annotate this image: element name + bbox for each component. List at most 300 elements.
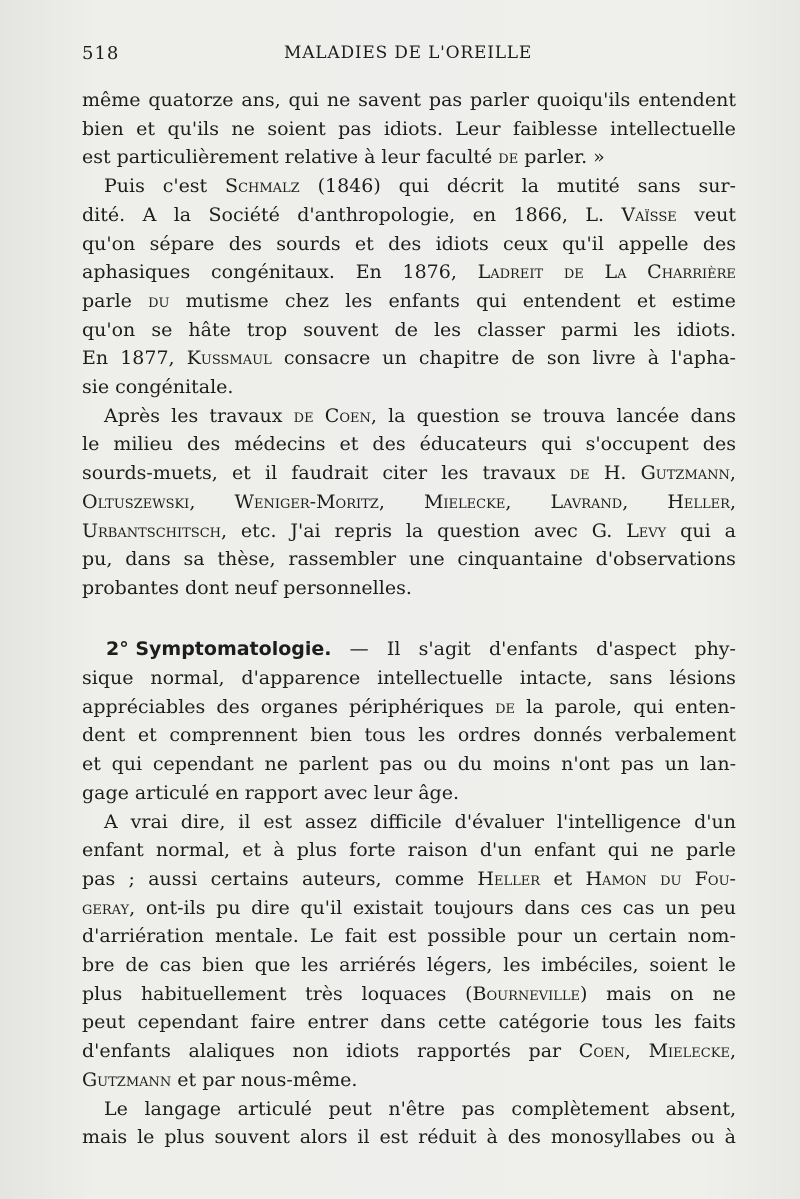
text-word: dire, <box>180 810 226 833</box>
text-word: certain <box>608 925 677 948</box>
text-word: mais <box>606 982 652 1005</box>
text-word: L. <box>585 203 604 226</box>
text-word: loquaces <box>361 982 447 1005</box>
text-word: question <box>437 519 520 542</box>
text-word: trop <box>246 318 288 341</box>
text-word: se <box>151 318 173 341</box>
text-word: pas <box>620 753 654 776</box>
text-word: d'observations <box>595 548 736 571</box>
text-word: pas <box>82 867 116 890</box>
text-word: on <box>670 982 694 1005</box>
text-word: plus <box>296 839 338 862</box>
text-word: quatorze <box>148 89 234 111</box>
text-word: de <box>125 954 149 977</box>
text-word: cas <box>159 954 192 977</box>
text-word: même <box>82 89 141 111</box>
text-word: d'un <box>694 810 736 833</box>
text-word: sur- <box>698 175 736 198</box>
body-text <box>82 86 736 1152</box>
running-head <box>82 40 734 70</box>
text-line <box>82 316 736 345</box>
text-word: est <box>379 1126 409 1149</box>
text-word: sourds <box>276 232 341 255</box>
text-word: éducateurs <box>419 433 528 456</box>
text-line <box>82 201 736 230</box>
text-word: et <box>177 1068 197 1091</box>
text-word: ans, <box>241 89 281 111</box>
text-word: du <box>660 867 682 890</box>
text-word: aussi <box>148 867 198 890</box>
text-word: à <box>364 146 376 169</box>
text-word: quoiqu'ils <box>536 89 631 111</box>
text-word: appelle <box>618 232 689 255</box>
text-line <box>82 373 736 402</box>
text-word: Après <box>104 404 160 427</box>
text-line <box>82 836 736 865</box>
text-word: donnés <box>533 724 603 747</box>
text-word: Mielecke, <box>648 1040 736 1063</box>
text-line <box>82 459 736 488</box>
text-line <box>82 779 736 808</box>
text-word: dont <box>185 576 229 599</box>
text-word: difficile <box>369 810 442 833</box>
text-word: comprennent <box>169 724 298 747</box>
text-word: Weniger-Moritz, <box>234 490 385 513</box>
text-word: complètement <box>511 1097 650 1120</box>
text-word: Lavrand, <box>550 490 629 513</box>
text-word: entrer <box>307 1011 369 1034</box>
text-word: — <box>349 638 369 661</box>
text-word: c'est <box>162 175 208 198</box>
text-word: possible <box>427 925 507 948</box>
text-word: (Bourneville) <box>465 980 587 1009</box>
text-word: mutisme <box>185 289 269 312</box>
text-word: sa <box>183 548 205 571</box>
text-line <box>82 1123 736 1152</box>
text-word: n'ont <box>561 753 610 776</box>
text-word: alaliques <box>188 1040 275 1063</box>
text-word: Le <box>104 1097 128 1120</box>
paragraph-gap <box>82 603 736 632</box>
text-word: appréciables <box>82 695 206 718</box>
text-word: lancée <box>616 404 680 427</box>
text-word: chez <box>284 289 329 312</box>
text-word: ordres <box>457 724 521 747</box>
text-word: toujours <box>433 896 514 919</box>
text-word: alors <box>299 1126 348 1149</box>
text-word: avec <box>533 519 578 542</box>
text-word: faculté <box>426 146 493 169</box>
text-word: d'enfants <box>82 1040 171 1063</box>
text-word: est <box>387 925 417 948</box>
text-word: la <box>526 695 544 718</box>
text-word: il <box>238 810 251 833</box>
text-word: plus <box>164 1126 205 1149</box>
text-line <box>82 951 736 980</box>
text-word: peut <box>328 1097 372 1120</box>
text-word: 1877, <box>120 347 175 370</box>
text-word: ont-ils <box>145 896 206 919</box>
text-word: moins <box>492 753 551 776</box>
text-word: leur <box>381 146 421 169</box>
text-word: les <box>433 318 462 341</box>
text-word: question <box>416 404 500 427</box>
text-word: lésions <box>669 667 736 690</box>
text-word: s'agit <box>418 638 471 661</box>
text-word: dans <box>125 548 171 571</box>
text-word: pas <box>379 753 413 776</box>
text-word: habituellement <box>140 982 287 1005</box>
text-word: idiots <box>435 232 489 255</box>
page-number: 518 <box>82 43 120 64</box>
text-word: normal, <box>150 667 225 690</box>
text-word: faits <box>694 1011 736 1034</box>
text-word: parler. <box>524 146 588 169</box>
text-word: hâte <box>188 318 231 341</box>
text-word: Hamon <box>585 867 647 890</box>
text-word: absent, <box>665 1097 736 1120</box>
text-word: Gutzmann, <box>640 462 736 485</box>
text-word: classer <box>477 318 545 341</box>
text-word: d'anthropologie, <box>297 203 456 226</box>
text-word: qu'on <box>82 232 136 255</box>
text-word: ne <box>326 89 351 111</box>
text-word: repris <box>334 519 392 542</box>
text-word: Société <box>208 203 280 226</box>
text-word: en <box>472 203 497 226</box>
text-line <box>82 574 736 603</box>
text-line <box>82 980 736 1009</box>
text-word: qui <box>398 175 430 198</box>
text-word: monosyllabes <box>550 1126 682 1149</box>
text-word: personnelles. <box>283 576 412 599</box>
text-word: par <box>528 1040 562 1063</box>
text-line <box>82 430 736 459</box>
text-word: citer <box>382 462 428 485</box>
text-word: une <box>408 548 445 571</box>
text-word: non <box>292 1040 329 1063</box>
text-line <box>82 693 736 722</box>
text-word: gage <box>82 781 129 804</box>
text-word: de <box>394 318 418 341</box>
text-word: phy- <box>694 638 736 661</box>
text-word: veut <box>694 203 736 226</box>
text-word: qui <box>607 839 639 862</box>
text-word: peu <box>700 896 736 919</box>
text-word: pas <box>428 89 463 111</box>
text-word: normal, <box>155 839 231 862</box>
text-word: pu, <box>82 548 113 571</box>
text-word: et <box>231 462 251 485</box>
text-word: verbalement <box>614 724 736 747</box>
running-title: MALADIES DE L'OREILLE <box>284 43 533 63</box>
text-word: qui <box>111 753 143 776</box>
text-word: tous <box>364 724 406 747</box>
text-line <box>82 115 736 144</box>
text-word: soient <box>649 954 708 977</box>
text-word: et <box>136 117 156 140</box>
text-word: pu <box>216 896 241 919</box>
text-word: des <box>187 433 221 456</box>
text-word: a <box>724 519 736 542</box>
text-word: aphasiques <box>82 261 191 284</box>
text-word: langage <box>144 1097 221 1120</box>
text-word: de <box>563 261 584 284</box>
text-word: 1876, <box>402 261 457 284</box>
text-word: raison <box>407 839 468 862</box>
text-word: probantes <box>82 576 180 599</box>
text-word: trouva <box>542 404 606 427</box>
text-word: s'occupent <box>585 433 689 456</box>
text-word: mentale. <box>215 925 299 948</box>
text-word: est <box>263 810 292 833</box>
text-word: cependant <box>152 753 254 776</box>
text-line <box>82 488 736 517</box>
text-line <box>82 517 736 546</box>
text-word: d'évaluer <box>454 810 545 833</box>
text-word: soient <box>267 117 326 140</box>
text-word: Coen, <box>324 404 377 427</box>
text-word: se <box>510 404 532 427</box>
text-word: enfants <box>388 289 460 312</box>
text-word: ces <box>580 896 613 919</box>
text-word: qui <box>476 289 507 312</box>
text-word: Urbantschitsch, <box>82 519 228 542</box>
text-word: mais <box>82 1126 128 1149</box>
text-word: des <box>388 232 422 255</box>
text-line <box>82 865 736 894</box>
text-word: existait <box>352 896 424 919</box>
text-word: faire <box>250 1011 296 1034</box>
text-line <box>82 258 736 287</box>
text-word: faiblesse <box>513 117 598 140</box>
text-word: pas <box>338 117 372 140</box>
text-word: faudrait <box>291 462 369 485</box>
text-word: les <box>633 318 661 341</box>
text-line <box>82 230 736 259</box>
text-word: un <box>665 896 690 919</box>
text-word: le <box>718 954 736 977</box>
text-word: sique <box>82 667 134 690</box>
text-word: ; <box>128 867 135 890</box>
text-word: et <box>553 867 573 890</box>
text-word: vrai <box>130 810 168 833</box>
text-word: les <box>441 462 469 485</box>
text-word: les <box>503 954 531 977</box>
text-word: parmi <box>561 318 618 341</box>
text-word: Leur <box>455 117 501 140</box>
text-word: et <box>636 289 656 312</box>
text-word: il <box>357 1126 370 1149</box>
text-word: dans <box>524 896 570 919</box>
text-word: les <box>418 724 446 747</box>
text-word: mutité <box>556 175 620 198</box>
text-word: idiots <box>346 1040 400 1063</box>
text-word: cinquantaine <box>457 548 583 571</box>
text-word: l'apha- <box>671 347 736 370</box>
text-word: Oltuszewski, <box>82 490 196 513</box>
text-word: travaux <box>482 462 556 485</box>
text-word: d'arriération <box>82 925 204 948</box>
text-word: et <box>242 839 262 862</box>
text-word: à <box>486 1126 498 1149</box>
text-line <box>82 402 736 431</box>
text-word: qu'ils <box>167 117 219 140</box>
text-word: forte <box>349 839 396 862</box>
text-word: Mielecke, <box>423 490 512 513</box>
text-word: du <box>148 289 170 312</box>
text-word: la <box>521 175 540 198</box>
text-word: consacre <box>283 347 371 370</box>
text-word: Schmalz <box>225 175 300 198</box>
text-word: rassembler <box>288 548 397 571</box>
text-word: que <box>254 954 291 977</box>
text-word: de <box>569 462 590 485</box>
text-word: H. <box>603 462 627 485</box>
text-word: est <box>82 146 111 169</box>
text-word: la <box>388 404 406 427</box>
text-word: âge. <box>418 781 459 804</box>
text-word: estime <box>671 289 736 312</box>
text-word: peut <box>82 1011 126 1034</box>
text-word: les <box>654 1011 682 1034</box>
text-word: l'intelligence <box>556 810 682 833</box>
text-word: Heller, <box>667 490 736 513</box>
text-word: plus <box>82 982 123 1005</box>
text-word: des <box>228 232 262 255</box>
text-word: bien <box>310 724 352 747</box>
text-word: ne <box>231 117 255 140</box>
text-word: Le <box>309 925 334 948</box>
text-word: dire <box>251 896 290 919</box>
text-word: à <box>273 839 285 862</box>
text-word: intellectuelle <box>377 667 503 690</box>
text-word: idiots. <box>676 318 736 341</box>
text-word: nous-même. <box>240 1068 358 1091</box>
text-word: chapitre <box>418 347 500 370</box>
text-word: sépare <box>149 232 215 255</box>
text-word: et <box>354 232 374 255</box>
text-word: particulièrement <box>116 146 279 169</box>
text-word: Coen, <box>578 1040 631 1063</box>
text-word: bien <box>202 954 244 977</box>
text-word: dans <box>380 1011 426 1034</box>
text-line <box>82 86 736 115</box>
text-word: congénitaux. <box>210 261 335 284</box>
text-word: pas <box>461 1097 495 1120</box>
text-word: enfant <box>533 839 596 862</box>
text-word: articulé <box>134 781 210 804</box>
text-word: souvent <box>214 1126 290 1149</box>
text-word: neuf <box>234 576 278 599</box>
text-word: parlent <box>298 753 369 776</box>
text-word: enfant <box>82 839 144 862</box>
text-word: du <box>457 753 483 776</box>
text-word: Gutzmann <box>82 1068 172 1091</box>
text-word: parle <box>82 289 132 312</box>
text-line <box>82 1008 736 1037</box>
text-word: articulé <box>237 1097 312 1120</box>
text-word: savent <box>358 89 422 111</box>
text-line <box>82 287 736 316</box>
text-word: Fou- <box>694 867 736 890</box>
text-word: (1846) <box>317 175 381 198</box>
text-word: d'apparence <box>241 667 361 690</box>
text-word: certains <box>210 867 289 890</box>
text-word: les <box>345 289 373 312</box>
text-word: dité. <box>82 203 126 226</box>
text-word: assez <box>304 810 357 833</box>
text-word: bien <box>82 117 124 140</box>
text-word: Vaïsse <box>621 203 677 226</box>
text-word: Puis <box>104 175 145 198</box>
text-word: lan- <box>699 753 736 776</box>
text-word: auteurs, <box>301 867 382 890</box>
text-word: A <box>142 203 157 226</box>
text-word: de <box>511 347 535 370</box>
text-word: leur <box>373 781 413 804</box>
text-word: 1866, <box>513 203 568 226</box>
text-line <box>82 894 736 923</box>
text-line <box>82 172 736 201</box>
text-word: de <box>498 146 519 169</box>
text-word: entendent <box>638 89 736 111</box>
text-word: dans <box>690 404 736 427</box>
text-word: un <box>664 753 690 776</box>
text-word: Heller <box>477 867 541 890</box>
text-word: relative <box>284 146 359 169</box>
text-word: bre <box>82 954 115 977</box>
text-word: Charrière <box>647 261 736 284</box>
text-word: d'enfants <box>489 638 578 661</box>
text-word: rapport <box>244 781 318 804</box>
text-word: qu'on <box>82 318 136 341</box>
text-word: des <box>216 695 250 718</box>
text-word: par <box>202 1068 235 1091</box>
text-word: catégorie <box>498 1011 590 1034</box>
text-word: organes <box>260 695 338 718</box>
text-line <box>82 1066 736 1095</box>
text-word: ou <box>691 1126 715 1149</box>
text-word: périphériques <box>349 695 484 718</box>
text-word: souvent <box>303 318 379 341</box>
text-word: intacte, <box>519 667 593 690</box>
text-word: qui <box>680 519 711 542</box>
section-heading: 2° Symptomatologie. <box>106 638 332 661</box>
text-word: tous <box>601 1011 643 1034</box>
text-word: de <box>495 695 515 718</box>
text-word: ne <box>264 753 289 776</box>
text-word: A <box>104 810 118 833</box>
text-word: un <box>382 347 407 370</box>
text-word: cas <box>622 896 655 919</box>
text-word: et <box>137 724 157 747</box>
text-word: avec <box>323 781 368 804</box>
text-word: n'être <box>388 1097 446 1120</box>
text-word: la <box>405 519 424 542</box>
text-word: sourds-muets, <box>82 462 218 485</box>
text-word: à <box>724 1126 736 1149</box>
text-word: qui <box>633 695 664 718</box>
text-word: légers, <box>426 954 493 977</box>
text-word: de <box>293 404 314 427</box>
text-word: la <box>173 203 192 226</box>
text-line <box>82 545 736 574</box>
text-line <box>82 808 736 837</box>
text-word: nom- <box>687 925 736 948</box>
text-word: etc. <box>240 519 277 542</box>
text-word: réduit <box>418 1126 477 1149</box>
